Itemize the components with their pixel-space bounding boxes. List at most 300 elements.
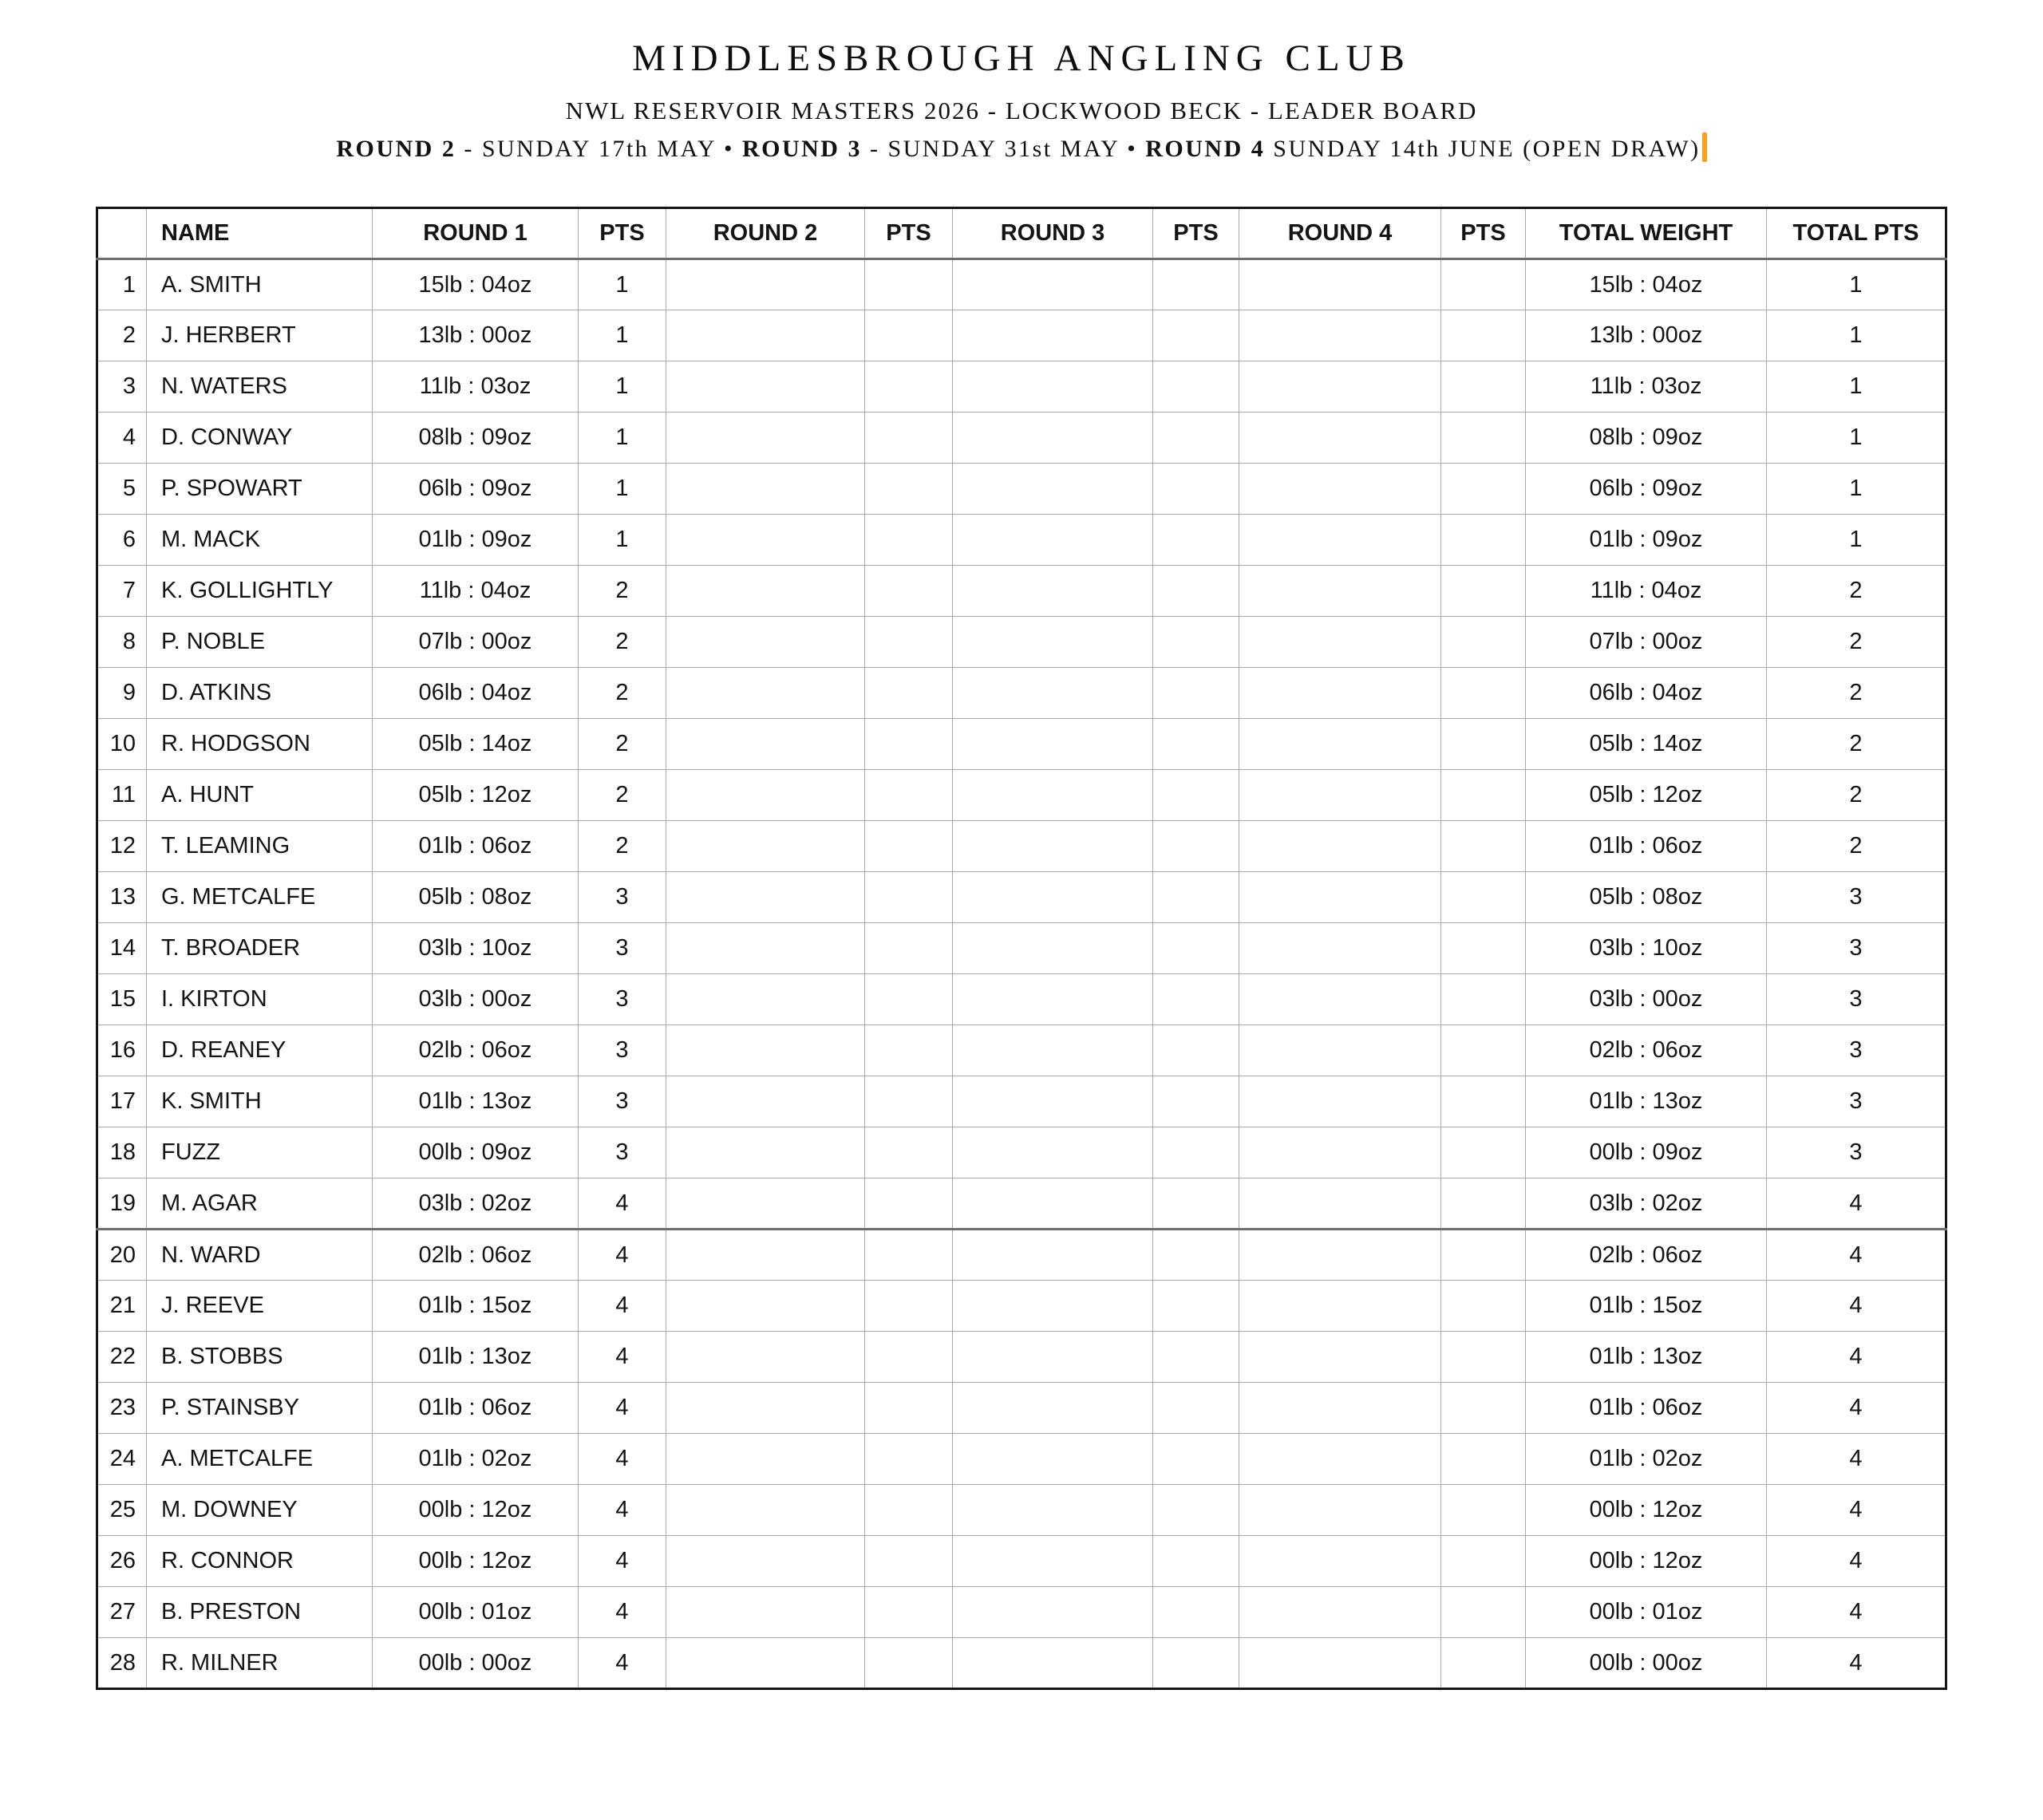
cell-pts4[interactable] [1441, 617, 1526, 668]
cell-rank[interactable]: 2 [97, 310, 147, 361]
cell-pts4[interactable] [1441, 1587, 1526, 1638]
cell-pts2[interactable] [865, 1332, 953, 1383]
cell-pts2[interactable] [865, 464, 953, 515]
cell-pts1[interactable]: 4 [579, 1587, 666, 1638]
column-header-total-weight[interactable]: TOTAL WEIGHT [1526, 208, 1767, 259]
cell-pts3[interactable] [1153, 566, 1239, 617]
cell-total-pts[interactable]: 1 [1767, 259, 1946, 310]
cell-pts1[interactable]: 2 [579, 719, 666, 770]
cell-round1[interactable]: 00lb : 01oz [373, 1587, 579, 1638]
cell-name[interactable]: N. WATERS [147, 361, 373, 413]
cell-rank[interactable]: 24 [97, 1434, 147, 1485]
cell-total-pts[interactable]: 1 [1767, 361, 1946, 413]
cell-pts4[interactable] [1441, 566, 1526, 617]
cell-pts4[interactable] [1441, 974, 1526, 1025]
cell-round2[interactable] [666, 515, 865, 566]
cell-round2[interactable] [666, 1434, 865, 1485]
cell-total-pts[interactable]: 4 [1767, 1178, 1946, 1230]
cell-round3[interactable] [953, 310, 1153, 361]
cell-name[interactable]: M. DOWNEY [147, 1485, 373, 1536]
cell-round3[interactable] [953, 1638, 1153, 1689]
cell-round2[interactable] [666, 923, 865, 974]
column-header-round-4[interactable]: ROUND 4 [1239, 208, 1441, 259]
cell-total-weight[interactable]: 02lb : 06oz [1526, 1230, 1767, 1281]
cell-round1[interactable]: 01lb : 09oz [373, 515, 579, 566]
cell-pts3[interactable] [1153, 617, 1239, 668]
cell-name[interactable]: A. METCALFE [147, 1434, 373, 1485]
cell-round4[interactable] [1239, 719, 1441, 770]
cell-pts2[interactable] [865, 1281, 953, 1332]
cell-round2[interactable] [666, 617, 865, 668]
cell-pts3[interactable] [1153, 1638, 1239, 1689]
cell-pts4[interactable] [1441, 668, 1526, 719]
cell-round1[interactable]: 00lb : 12oz [373, 1536, 579, 1587]
cell-pts4[interactable] [1441, 1178, 1526, 1230]
cell-round1[interactable]: 01lb : 06oz [373, 1383, 579, 1434]
cell-pts1[interactable]: 3 [579, 923, 666, 974]
cell-name[interactable]: R. HODGSON [147, 719, 373, 770]
cell-round3[interactable] [953, 1485, 1153, 1536]
cell-pts1[interactable]: 2 [579, 617, 666, 668]
cell-pts2[interactable] [865, 310, 953, 361]
cell-rank[interactable]: 10 [97, 719, 147, 770]
cell-total-pts[interactable]: 4 [1767, 1383, 1946, 1434]
cell-pts3[interactable] [1153, 413, 1239, 464]
cell-round4[interactable] [1239, 310, 1441, 361]
cell-total-weight[interactable]: 05lb : 14oz [1526, 719, 1767, 770]
cell-round3[interactable] [953, 1434, 1153, 1485]
cell-pts2[interactable] [865, 923, 953, 974]
cell-round3[interactable] [953, 259, 1153, 310]
cell-total-pts[interactable]: 4 [1767, 1587, 1946, 1638]
cell-name[interactable]: D. REANEY [147, 1025, 373, 1076]
cell-total-pts[interactable]: 4 [1767, 1281, 1946, 1332]
cell-pts1[interactable]: 4 [579, 1281, 666, 1332]
cell-round1[interactable]: 11lb : 03oz [373, 361, 579, 413]
cell-pts4[interactable] [1441, 719, 1526, 770]
cell-pts1[interactable]: 4 [579, 1178, 666, 1230]
cell-round1[interactable]: 07lb : 00oz [373, 617, 579, 668]
cell-pts4[interactable] [1441, 1485, 1526, 1536]
cell-total-pts[interactable]: 4 [1767, 1536, 1946, 1587]
cell-round1[interactable]: 11lb : 04oz [373, 566, 579, 617]
cell-round2[interactable] [666, 1638, 865, 1689]
cell-pts2[interactable] [865, 1434, 953, 1485]
cell-pts2[interactable] [865, 872, 953, 923]
cell-name[interactable]: N. WARD [147, 1230, 373, 1281]
cell-round1[interactable]: 05lb : 14oz [373, 719, 579, 770]
cell-rank[interactable]: 19 [97, 1178, 147, 1230]
cell-round3[interactable] [953, 1076, 1153, 1127]
cell-round3[interactable] [953, 872, 1153, 923]
cell-total-weight[interactable]: 03lb : 02oz [1526, 1178, 1767, 1230]
cell-round1[interactable]: 01lb : 15oz [373, 1281, 579, 1332]
cell-pts1[interactable]: 4 [579, 1332, 666, 1383]
column-header-rank[interactable] [97, 208, 147, 259]
cell-pts1[interactable]: 2 [579, 770, 666, 821]
cell-total-pts[interactable]: 4 [1767, 1485, 1946, 1536]
cell-total-weight[interactable]: 05lb : 08oz [1526, 872, 1767, 923]
cell-round4[interactable] [1239, 1025, 1441, 1076]
cell-pts1[interactable]: 3 [579, 1076, 666, 1127]
cell-round4[interactable] [1239, 413, 1441, 464]
cell-total-weight[interactable]: 00lb : 12oz [1526, 1536, 1767, 1587]
column-header-round-1[interactable]: ROUND 1 [373, 208, 579, 259]
cell-round2[interactable] [666, 566, 865, 617]
cell-rank[interactable]: 22 [97, 1332, 147, 1383]
cell-pts3[interactable] [1153, 1434, 1239, 1485]
cell-rank[interactable]: 13 [97, 872, 147, 923]
cell-round1[interactable]: 05lb : 12oz [373, 770, 579, 821]
cell-name[interactable]: T. BROADER [147, 923, 373, 974]
cell-pts3[interactable] [1153, 668, 1239, 719]
cell-rank[interactable]: 20 [97, 1230, 147, 1281]
cell-round3[interactable] [953, 1383, 1153, 1434]
cell-round1[interactable]: 01lb : 13oz [373, 1076, 579, 1127]
cell-total-weight[interactable]: 06lb : 04oz [1526, 668, 1767, 719]
cell-pts2[interactable] [865, 770, 953, 821]
cell-pts1[interactable]: 3 [579, 1025, 666, 1076]
cell-rank[interactable]: 17 [97, 1076, 147, 1127]
cell-total-pts[interactable]: 4 [1767, 1332, 1946, 1383]
cell-name[interactable]: FUZZ [147, 1127, 373, 1178]
cell-pts2[interactable] [865, 1230, 953, 1281]
cell-round1[interactable]: 03lb : 02oz [373, 1178, 579, 1230]
cell-round4[interactable] [1239, 1178, 1441, 1230]
cell-round1[interactable]: 02lb : 06oz [373, 1230, 579, 1281]
cell-total-weight[interactable]: 02lb : 06oz [1526, 1025, 1767, 1076]
cell-pts2[interactable] [865, 259, 953, 310]
cell-pts3[interactable] [1153, 464, 1239, 515]
cell-pts3[interactable] [1153, 310, 1239, 361]
cell-total-weight[interactable]: 00lb : 00oz [1526, 1638, 1767, 1689]
cell-pts4[interactable] [1441, 413, 1526, 464]
cell-total-pts[interactable]: 3 [1767, 1127, 1946, 1178]
cell-round2[interactable] [666, 1076, 865, 1127]
cell-pts2[interactable] [865, 413, 953, 464]
cell-round1[interactable]: 15lb : 04oz [373, 259, 579, 310]
cell-pts4[interactable] [1441, 1638, 1526, 1689]
cell-round2[interactable] [666, 1178, 865, 1230]
cell-pts3[interactable] [1153, 770, 1239, 821]
cell-round2[interactable] [666, 413, 865, 464]
cell-name[interactable]: B. STOBBS [147, 1332, 373, 1383]
cell-round4[interactable] [1239, 617, 1441, 668]
cell-rank[interactable]: 1 [97, 259, 147, 310]
cell-round4[interactable] [1239, 1434, 1441, 1485]
cell-pts4[interactable] [1441, 821, 1526, 872]
cell-pts2[interactable] [865, 515, 953, 566]
cell-pts3[interactable] [1153, 1230, 1239, 1281]
cell-rank[interactable]: 26 [97, 1536, 147, 1587]
cell-total-weight[interactable]: 01lb : 09oz [1526, 515, 1767, 566]
cell-name[interactable]: M. AGAR [147, 1178, 373, 1230]
cell-total-weight[interactable]: 13lb : 00oz [1526, 310, 1767, 361]
cell-round3[interactable] [953, 1536, 1153, 1587]
cell-round2[interactable] [666, 1281, 865, 1332]
cell-pts4[interactable] [1441, 464, 1526, 515]
cell-pts1[interactable]: 2 [579, 668, 666, 719]
cell-round2[interactable] [666, 310, 865, 361]
cell-round4[interactable] [1239, 1383, 1441, 1434]
cell-pts2[interactable] [865, 1127, 953, 1178]
cell-name[interactable]: D. ATKINS [147, 668, 373, 719]
column-header-pts-4[interactable]: PTS [1441, 208, 1526, 259]
cell-rank[interactable]: 27 [97, 1587, 147, 1638]
cell-name[interactable]: K. GOLLIGHTLY [147, 566, 373, 617]
cell-round4[interactable] [1239, 515, 1441, 566]
cell-total-weight[interactable]: 01lb : 02oz [1526, 1434, 1767, 1485]
cell-rank[interactable]: 23 [97, 1383, 147, 1434]
cell-pts3[interactable] [1153, 1332, 1239, 1383]
cell-pts1[interactable]: 3 [579, 872, 666, 923]
cell-name[interactable]: P. SPOWART [147, 464, 373, 515]
cell-total-pts[interactable]: 3 [1767, 872, 1946, 923]
cell-round3[interactable] [953, 1230, 1153, 1281]
cell-total-weight[interactable]: 15lb : 04oz [1526, 259, 1767, 310]
cell-round4[interactable] [1239, 259, 1441, 310]
cell-total-pts[interactable]: 4 [1767, 1434, 1946, 1485]
cell-pts1[interactable]: 1 [579, 259, 666, 310]
cell-pts2[interactable] [865, 974, 953, 1025]
cell-total-pts[interactable]: 1 [1767, 515, 1946, 566]
cell-pts4[interactable] [1441, 1434, 1526, 1485]
cell-round4[interactable] [1239, 1485, 1441, 1536]
cell-total-weight[interactable]: 08lb : 09oz [1526, 413, 1767, 464]
cell-round1[interactable]: 06lb : 09oz [373, 464, 579, 515]
cell-total-pts[interactable]: 1 [1767, 413, 1946, 464]
cell-round2[interactable] [666, 1230, 865, 1281]
cell-pts4[interactable] [1441, 1076, 1526, 1127]
cell-rank[interactable]: 12 [97, 821, 147, 872]
cell-pts3[interactable] [1153, 719, 1239, 770]
cell-name[interactable]: P. NOBLE [147, 617, 373, 668]
cell-rank[interactable]: 25 [97, 1485, 147, 1536]
cell-total-pts[interactable]: 1 [1767, 464, 1946, 515]
cell-pts2[interactable] [865, 1485, 953, 1536]
cell-round3[interactable] [953, 770, 1153, 821]
cell-round3[interactable] [953, 668, 1153, 719]
cell-total-weight[interactable]: 01lb : 06oz [1526, 1383, 1767, 1434]
cell-total-weight[interactable]: 06lb : 09oz [1526, 464, 1767, 515]
cell-pts1[interactable]: 4 [579, 1434, 666, 1485]
cell-pts3[interactable] [1153, 1536, 1239, 1587]
cell-total-weight[interactable]: 05lb : 12oz [1526, 770, 1767, 821]
cell-total-weight[interactable]: 01lb : 15oz [1526, 1281, 1767, 1332]
cell-rank[interactable]: 14 [97, 923, 147, 974]
cell-rank[interactable]: 16 [97, 1025, 147, 1076]
document-canvas[interactable] [0, 35, 2043, 1820]
cell-pts2[interactable] [865, 1025, 953, 1076]
cell-round1[interactable]: 08lb : 09oz [373, 413, 579, 464]
cell-pts2[interactable] [865, 566, 953, 617]
cell-pts2[interactable] [865, 1536, 953, 1587]
cell-total-weight[interactable]: 07lb : 00oz [1526, 617, 1767, 668]
cell-round4[interactable] [1239, 872, 1441, 923]
cell-name[interactable]: B. PRESTON [147, 1587, 373, 1638]
cell-total-weight[interactable]: 01lb : 13oz [1526, 1076, 1767, 1127]
cell-round2[interactable] [666, 1536, 865, 1587]
cell-round2[interactable] [666, 974, 865, 1025]
cell-pts3[interactable] [1153, 1485, 1239, 1536]
cell-round4[interactable] [1239, 1127, 1441, 1178]
column-header-pts-1[interactable]: PTS [579, 208, 666, 259]
cell-pts3[interactable] [1153, 821, 1239, 872]
cell-name[interactable]: K. SMITH [147, 1076, 373, 1127]
cell-round3[interactable] [953, 361, 1153, 413]
cell-total-pts[interactable]: 2 [1767, 617, 1946, 668]
cell-round1[interactable]: 00lb : 09oz [373, 1127, 579, 1178]
cell-round2[interactable] [666, 821, 865, 872]
cell-pts1[interactable]: 1 [579, 361, 666, 413]
cell-total-weight[interactable]: 01lb : 06oz [1526, 821, 1767, 872]
cell-pts2[interactable] [865, 719, 953, 770]
cell-pts3[interactable] [1153, 923, 1239, 974]
cell-round2[interactable] [666, 770, 865, 821]
cell-name[interactable]: A. SMITH [147, 259, 373, 310]
cell-total-pts[interactable]: 2 [1767, 821, 1946, 872]
cell-pts4[interactable] [1441, 923, 1526, 974]
cell-total-pts[interactable]: 4 [1767, 1638, 1946, 1689]
cell-name[interactable]: J. HERBERT [147, 310, 373, 361]
cell-pts4[interactable] [1441, 1332, 1526, 1383]
cell-pts3[interactable] [1153, 872, 1239, 923]
cell-round2[interactable] [666, 259, 865, 310]
cell-pts4[interactable] [1441, 1127, 1526, 1178]
cell-pts4[interactable] [1441, 361, 1526, 413]
cell-pts3[interactable] [1153, 1127, 1239, 1178]
cell-round3[interactable] [953, 1178, 1153, 1230]
cell-round1[interactable]: 03lb : 10oz [373, 923, 579, 974]
cell-round1[interactable]: 05lb : 08oz [373, 872, 579, 923]
cell-total-pts[interactable]: 1 [1767, 310, 1946, 361]
cell-round4[interactable] [1239, 668, 1441, 719]
cell-round1[interactable]: 13lb : 00oz [373, 310, 579, 361]
cell-rank[interactable]: 5 [97, 464, 147, 515]
cell-pts4[interactable] [1441, 515, 1526, 566]
cell-round4[interactable] [1239, 1332, 1441, 1383]
cell-pts1[interactable]: 4 [579, 1383, 666, 1434]
cell-name[interactable]: R. MILNER [147, 1638, 373, 1689]
cell-pts2[interactable] [865, 361, 953, 413]
cell-round2[interactable] [666, 1332, 865, 1383]
cell-round3[interactable] [953, 1281, 1153, 1332]
cell-round4[interactable] [1239, 821, 1441, 872]
cell-round4[interactable] [1239, 1230, 1441, 1281]
cell-pts1[interactable]: 2 [579, 821, 666, 872]
cell-rank[interactable]: 3 [97, 361, 147, 413]
cell-round1[interactable]: 03lb : 00oz [373, 974, 579, 1025]
cell-round1[interactable]: 00lb : 00oz [373, 1638, 579, 1689]
cell-round4[interactable] [1239, 1587, 1441, 1638]
cell-round3[interactable] [953, 923, 1153, 974]
cell-round1[interactable]: 02lb : 06oz [373, 1025, 579, 1076]
cell-round2[interactable] [666, 668, 865, 719]
cell-pts2[interactable] [865, 1638, 953, 1689]
cell-pts1[interactable]: 1 [579, 515, 666, 566]
cell-round1[interactable]: 00lb : 12oz [373, 1485, 579, 1536]
cell-round2[interactable] [666, 872, 865, 923]
cell-pts2[interactable] [865, 1076, 953, 1127]
cell-rank[interactable]: 11 [97, 770, 147, 821]
cell-pts2[interactable] [865, 1178, 953, 1230]
cell-round4[interactable] [1239, 1281, 1441, 1332]
column-header-total-pts[interactable]: TOTAL PTS [1767, 208, 1946, 259]
cell-round4[interactable] [1239, 566, 1441, 617]
cell-pts4[interactable] [1441, 1281, 1526, 1332]
cell-name[interactable]: J. REEVE [147, 1281, 373, 1332]
cell-pts3[interactable] [1153, 1178, 1239, 1230]
cell-pts3[interactable] [1153, 1076, 1239, 1127]
cell-round3[interactable] [953, 464, 1153, 515]
cell-pts1[interactable]: 1 [579, 464, 666, 515]
cell-total-pts[interactable]: 2 [1767, 770, 1946, 821]
cell-round3[interactable] [953, 566, 1153, 617]
cell-round1[interactable]: 01lb : 02oz [373, 1434, 579, 1485]
cell-round3[interactable] [953, 1127, 1153, 1178]
cell-round2[interactable] [666, 719, 865, 770]
cell-round2[interactable] [666, 1587, 865, 1638]
cell-round2[interactable] [666, 1127, 865, 1178]
cell-pts1[interactable]: 4 [579, 1536, 666, 1587]
cell-rank[interactable]: 18 [97, 1127, 147, 1178]
cell-rank[interactable]: 28 [97, 1638, 147, 1689]
cell-pts3[interactable] [1153, 1281, 1239, 1332]
cell-round4[interactable] [1239, 1536, 1441, 1587]
cell-total-pts[interactable]: 2 [1767, 719, 1946, 770]
cell-round2[interactable] [666, 1383, 865, 1434]
cell-pts2[interactable] [865, 1587, 953, 1638]
cell-round3[interactable] [953, 617, 1153, 668]
cell-pts3[interactable] [1153, 1025, 1239, 1076]
cell-pts4[interactable] [1441, 1025, 1526, 1076]
column-header-name[interactable]: NAME [147, 208, 373, 259]
cell-name[interactable]: A. HUNT [147, 770, 373, 821]
cell-round3[interactable] [953, 413, 1153, 464]
cell-pts1[interactable]: 2 [579, 566, 666, 617]
cell-pts2[interactable] [865, 1383, 953, 1434]
cell-round1[interactable]: 01lb : 06oz [373, 821, 579, 872]
cell-name[interactable]: P. STAINSBY [147, 1383, 373, 1434]
cell-rank[interactable]: 8 [97, 617, 147, 668]
column-header-pts-3[interactable]: PTS [1153, 208, 1239, 259]
cell-pts1[interactable]: 4 [579, 1638, 666, 1689]
cell-pts3[interactable] [1153, 1587, 1239, 1638]
cell-round4[interactable] [1239, 464, 1441, 515]
cell-pts1[interactable]: 4 [579, 1230, 666, 1281]
cell-total-weight[interactable]: 01lb : 13oz [1526, 1332, 1767, 1383]
cell-rank[interactable]: 9 [97, 668, 147, 719]
cell-pts1[interactable]: 4 [579, 1485, 666, 1536]
cell-pts4[interactable] [1441, 1230, 1526, 1281]
cell-name[interactable]: D. CONWAY [147, 413, 373, 464]
cell-pts4[interactable] [1441, 1383, 1526, 1434]
cell-pts1[interactable]: 3 [579, 1127, 666, 1178]
cell-total-weight[interactable]: 00lb : 01oz [1526, 1587, 1767, 1638]
column-header-round-3[interactable]: ROUND 3 [953, 208, 1153, 259]
cell-name[interactable]: T. LEAMING [147, 821, 373, 872]
cell-total-pts[interactable]: 3 [1767, 974, 1946, 1025]
cell-pts3[interactable] [1153, 361, 1239, 413]
cell-round3[interactable] [953, 719, 1153, 770]
cell-round3[interactable] [953, 821, 1153, 872]
cell-total-pts[interactable]: 2 [1767, 566, 1946, 617]
cell-round4[interactable] [1239, 974, 1441, 1025]
column-header-pts-2[interactable]: PTS [865, 208, 953, 259]
cell-rank[interactable]: 7 [97, 566, 147, 617]
cell-pts2[interactable] [865, 821, 953, 872]
cell-total-weight[interactable]: 03lb : 00oz [1526, 974, 1767, 1025]
